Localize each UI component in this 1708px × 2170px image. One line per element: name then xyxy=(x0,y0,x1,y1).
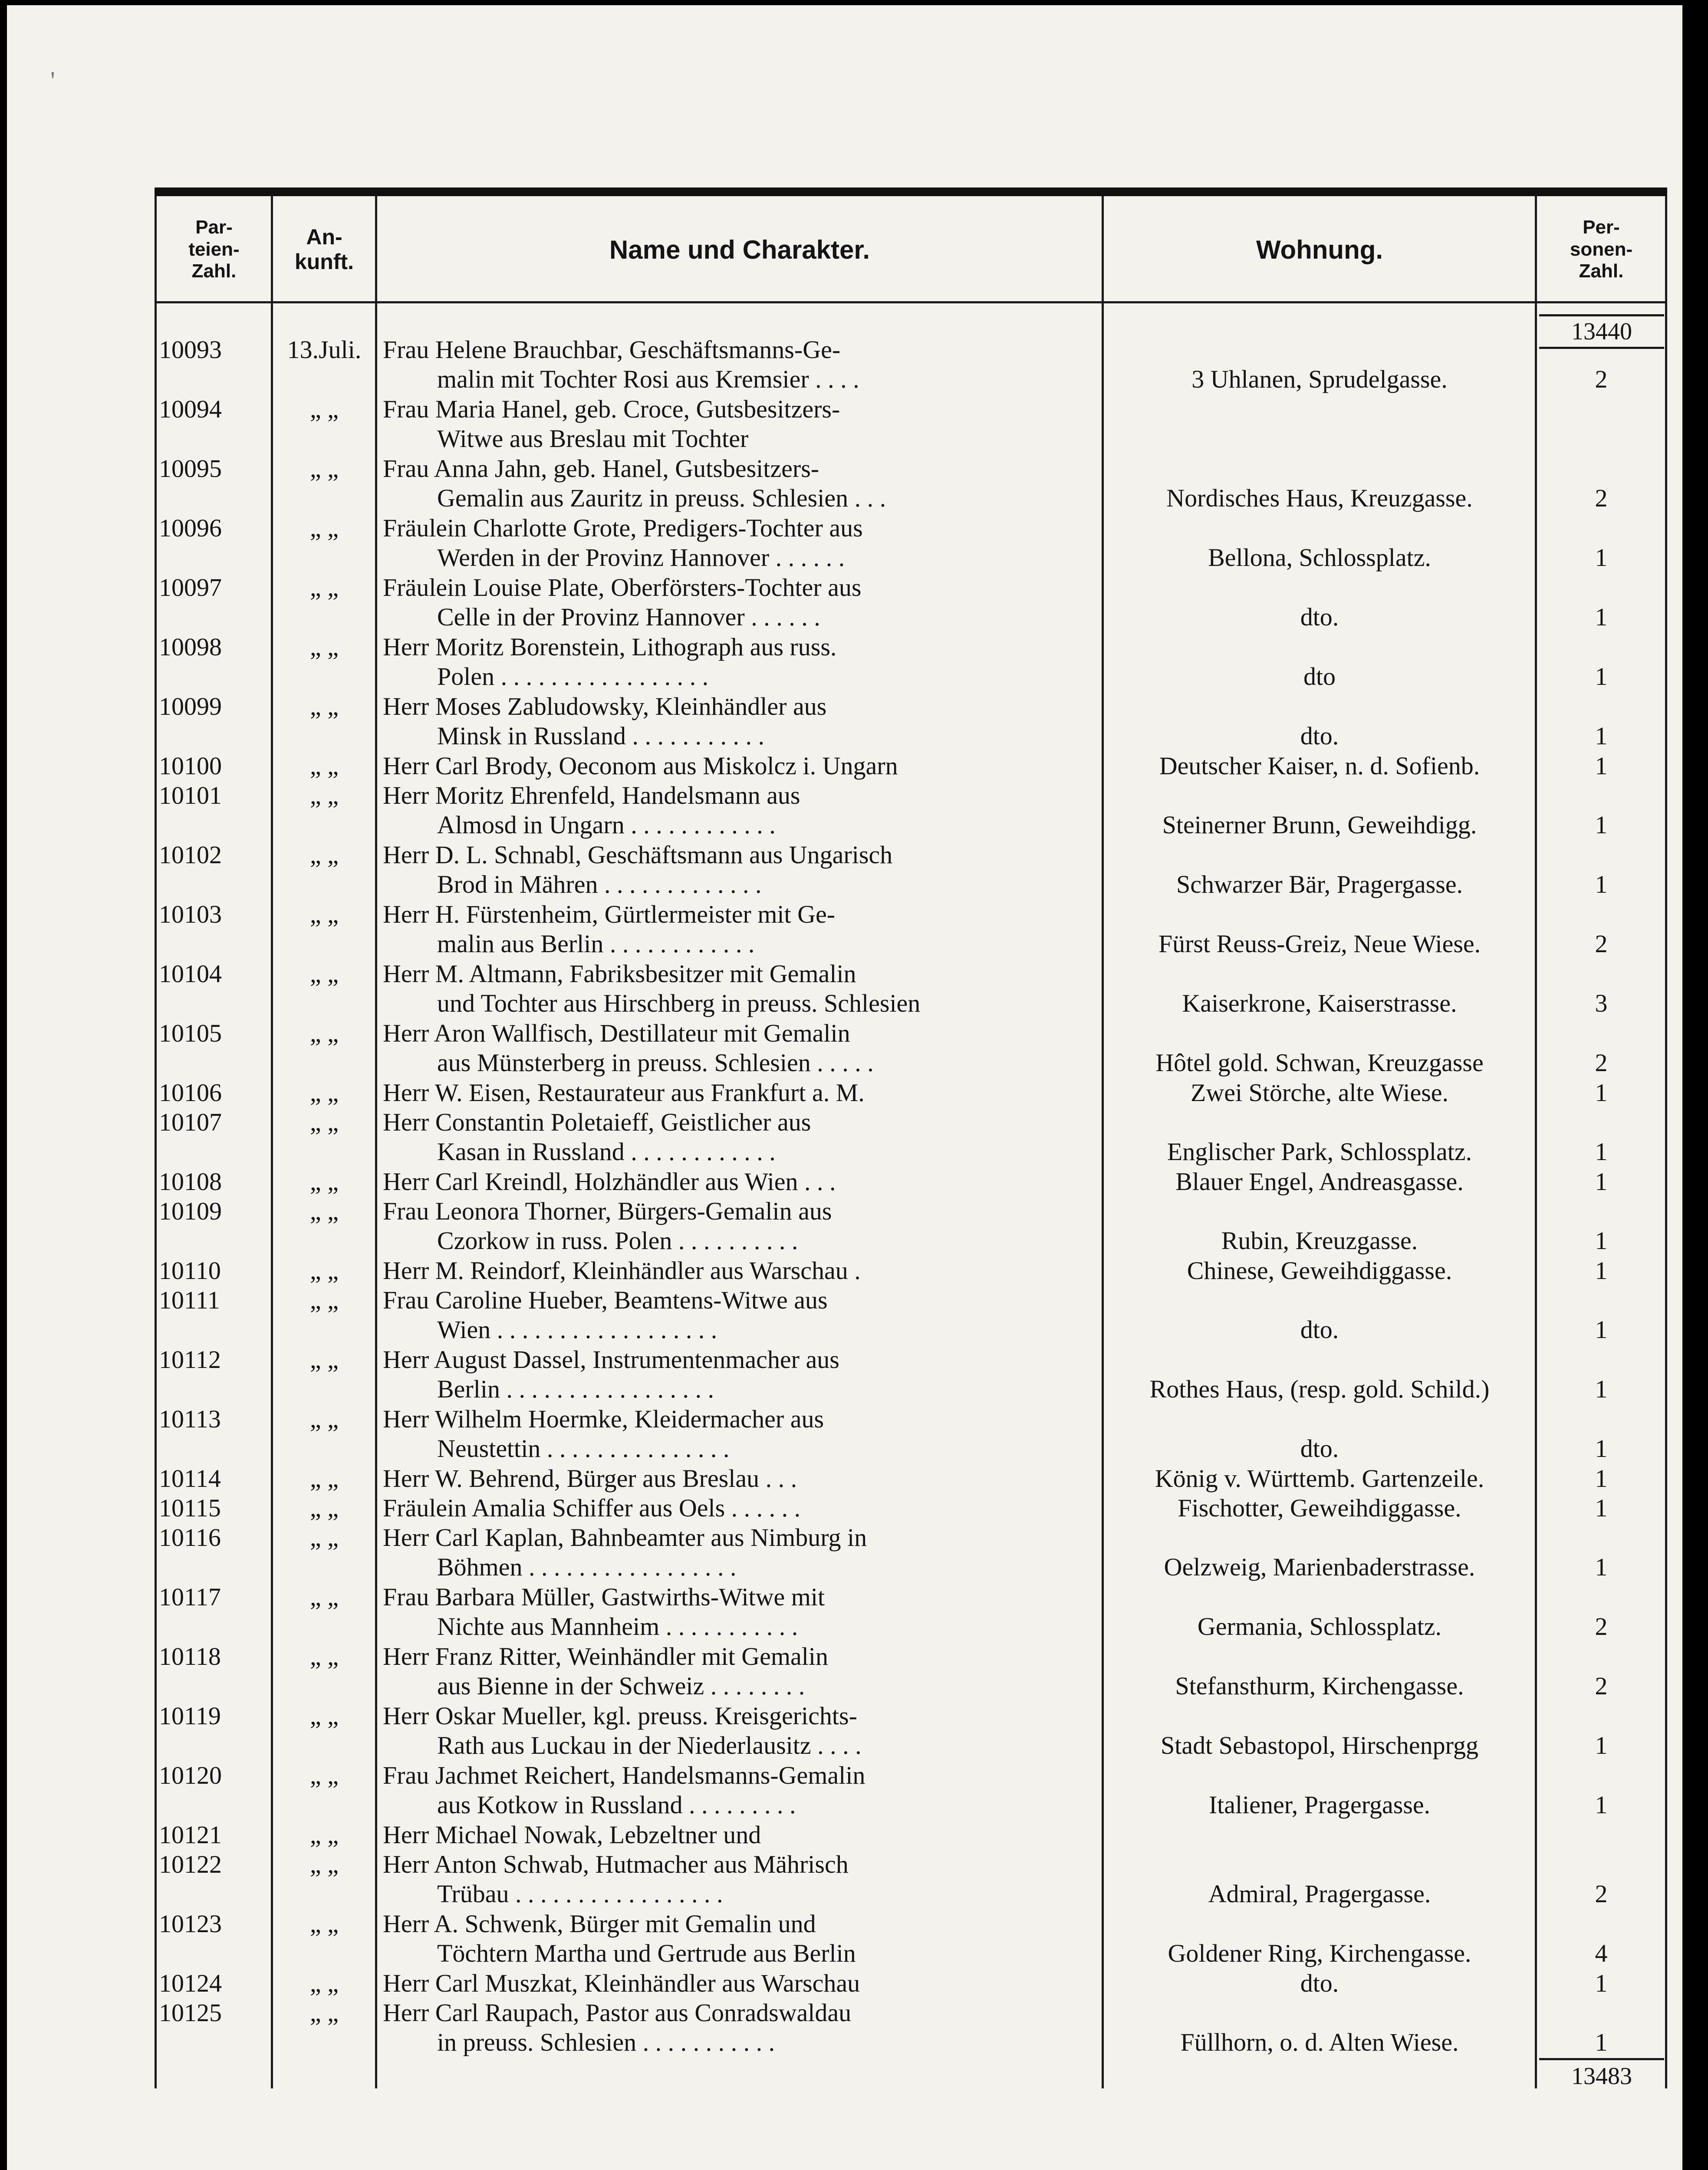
arrival-date: „ „ xyxy=(310,841,339,869)
partei-number: 10114 xyxy=(159,1464,221,1493)
guest-name-and-occupation xyxy=(383,1523,1097,1582)
person-count: 1 xyxy=(1595,1791,1608,1819)
arrival-date: „ „ xyxy=(310,1078,339,1107)
arrival-date: „ „ xyxy=(310,1167,339,1196)
partei-number: 10123 xyxy=(159,1910,222,1938)
partei-number: 10094 xyxy=(159,395,222,423)
table-row xyxy=(155,751,1667,781)
lodging-address: Rubin, Kreuzgasse. xyxy=(1221,1226,1418,1255)
partei-number: 10108 xyxy=(159,1167,222,1196)
guest-name-and-occupation xyxy=(383,1256,1097,1286)
guest-name-and-occupation xyxy=(383,1286,1097,1345)
table-row xyxy=(155,1464,1667,1493)
arrival-date: „ „ xyxy=(310,1761,339,1789)
lodging-address: Zwei Störche, alte Wiese. xyxy=(1190,1078,1449,1107)
partei-number: 10098 xyxy=(159,633,222,661)
guest-name-and-occupation xyxy=(383,751,1097,781)
table-row xyxy=(155,781,1667,840)
guest-name-and-occupation xyxy=(383,781,1097,840)
partei-number: 10096 xyxy=(159,514,222,542)
person-count: 2 xyxy=(1595,1612,1608,1641)
partei-number: 10103 xyxy=(159,900,222,928)
guest-name-and-occupation xyxy=(383,1108,1097,1167)
arrival-date: „ „ xyxy=(310,1969,339,1997)
person-count: 1 xyxy=(1595,1494,1608,1522)
entry-line: Herr Anton Schwab, Hutmacher aus Mährisch xyxy=(383,1850,849,1878)
person-count: 2 xyxy=(1595,1880,1608,1908)
lodging-address: Füllhorn, o. d. Alten Wiese. xyxy=(1180,2028,1459,2056)
arrival-date: „ „ xyxy=(310,692,339,720)
entry-line: Herr Moses Zabludowsky, Kleinhändler aus xyxy=(383,692,827,720)
header-wohnung: Wohnung. xyxy=(1256,235,1383,264)
table-row xyxy=(155,959,1667,1019)
table-row xyxy=(155,840,1667,900)
entry-line: Frau Anna Jahn, geb. Hanel, Gutsbesitzers- xyxy=(383,454,819,483)
entry-line: Rath aus Luckau in der Niederlausitz . . . . xyxy=(437,1731,862,1759)
guest-name-and-occupation xyxy=(383,1820,1097,1850)
entry-line: Herr W. Eisen, Restaurateur aus Frankfurt a. M. xyxy=(383,1078,865,1107)
table-row xyxy=(155,1286,1667,1345)
guest-name-and-occupation xyxy=(383,395,1097,454)
table-row xyxy=(155,1197,1667,1256)
partei-number: 10115 xyxy=(159,1494,221,1522)
person-count: 1 xyxy=(1595,722,1608,750)
lodging-address: Admiral, Pragergasse. xyxy=(1208,1880,1431,1908)
arrival-date: „ „ xyxy=(310,1850,339,1878)
table-row xyxy=(155,1850,1667,1909)
guest-name-and-occupation xyxy=(383,1642,1097,1701)
guest-name-and-occupation xyxy=(383,1019,1097,1078)
partei-number: 10104 xyxy=(159,960,222,988)
partei-number: 10095 xyxy=(159,454,222,483)
entry-line: Herr Carl Brody, Oeconom aus Miskolcz i. Ungarn xyxy=(383,752,898,780)
entry-line: Herr Carl Kaplan, Bahnbeamter aus Nimburg in xyxy=(383,1523,867,1552)
lodging-address: dto. xyxy=(1300,1969,1339,1997)
partei-number: 10107 xyxy=(159,1108,222,1136)
entry-line: und Tochter aus Hirschberg in preuss. Schlesien xyxy=(437,989,921,1017)
table-row xyxy=(155,513,1667,573)
lodging-address: dto xyxy=(1303,662,1336,690)
person-count: 1 xyxy=(1595,1256,1608,1285)
arrival-date: „ „ xyxy=(310,633,339,661)
arrival-date: „ „ xyxy=(310,900,339,928)
lodging-address: Fischotter, Geweihdiggasse. xyxy=(1178,1494,1461,1522)
table-row xyxy=(155,1493,1667,1523)
arrival-date: „ „ xyxy=(310,1523,339,1552)
partei-number: 10105 xyxy=(159,1019,222,1047)
guest-name-and-occupation xyxy=(383,1761,1097,1820)
guest-name-and-occupation xyxy=(383,959,1097,1018)
header-ankunft: An- kunft. xyxy=(294,224,354,274)
guest-name-and-occupation xyxy=(383,1493,1097,1523)
table-row xyxy=(155,1909,1667,1969)
partei-number: 10110 xyxy=(159,1256,221,1285)
person-count: 4 xyxy=(1595,1939,1608,1967)
lodging-address: Germania, Schlossplatz. xyxy=(1197,1612,1442,1641)
register-rows xyxy=(155,335,1667,2058)
person-count: 2 xyxy=(1595,484,1608,512)
person-count: 1 xyxy=(1595,662,1608,690)
entry-line: Herr W. Behrend, Bürger aus Breslau . . . xyxy=(383,1464,797,1493)
table-row xyxy=(155,1582,1667,1642)
person-count: 1 xyxy=(1595,870,1608,898)
entry-line: Werden in der Provinz Hannover . . . . . . xyxy=(437,543,845,572)
partei-number: 10118 xyxy=(159,1642,221,1670)
lodging-address: dto. xyxy=(1300,603,1339,631)
table-top-rule xyxy=(155,187,1667,196)
end-total: 13483 xyxy=(1539,2058,1664,2092)
entry-line: Herr Carl Raupach, Pastor aus Conradswaldau xyxy=(383,1999,852,2027)
entry-line: Herr H. Fürstenheim, Gürtlermeister mit Ge- xyxy=(383,900,836,928)
entry-line: Celle in der Provinz Hannover . . . . . . xyxy=(437,603,820,631)
table-row xyxy=(155,454,1667,513)
entry-line: Fräulein Charlotte Grote, Predigers-Tochter aus xyxy=(383,514,863,542)
arrival-date: „ „ xyxy=(310,454,339,483)
guest-name-and-occupation xyxy=(383,335,1097,394)
partei-number: 10120 xyxy=(159,1761,222,1789)
table-row xyxy=(155,1404,1667,1464)
entry-line: Herr Michael Nowak, Lebzeltner und xyxy=(383,1821,761,1849)
person-count: 1 xyxy=(1595,1226,1608,1255)
partei-number: 10097 xyxy=(159,573,222,602)
table-row xyxy=(155,1019,1667,1078)
arrival-date: „ „ xyxy=(310,1405,339,1433)
table-row xyxy=(155,573,1667,632)
lodging-address: dto. xyxy=(1300,722,1339,750)
lodging-address: Steinerner Brunn, Geweihdigg. xyxy=(1162,811,1477,839)
header-personen-zahl: Per- sonen- Zahl. xyxy=(1570,217,1633,282)
entry-line: Herr M. Altmann, Fabriksbesitzer mit Gemalin xyxy=(383,960,856,988)
partei-number: 10125 xyxy=(159,1999,222,2027)
person-count: 1 xyxy=(1595,1464,1608,1493)
entry-line: Herr M. Reindorf, Kleinhändler aus Warschau . xyxy=(383,1256,861,1285)
header-name-und-charakter: Name und Charakter. xyxy=(609,235,870,264)
arrival-date: „ „ xyxy=(310,1583,339,1611)
partei-number: 10121 xyxy=(159,1821,222,1849)
partei-number: 10111 xyxy=(159,1286,220,1314)
lodging-address: Bellona, Schlossplatz. xyxy=(1208,543,1431,572)
arrival-date: „ „ xyxy=(310,752,339,780)
entry-line: Herr Moritz Ehrenfeld, Handelsmann aus xyxy=(383,781,800,809)
entry-line: Fräulein Amalia Schiffer aus Oels . . . . . . xyxy=(383,1494,801,1522)
entry-line: Herr D. L. Schnabl, Geschäftsmann aus Ungarisch xyxy=(383,841,893,869)
guest-name-and-occupation xyxy=(383,1850,1097,1909)
partei-number: 10116 xyxy=(159,1523,221,1552)
entry-line: Gemalin aus Zauritz in preuss. Schlesien . . . xyxy=(437,484,886,512)
entry-line: Herr Aron Wallfisch, Destillateur mit Gemalin xyxy=(383,1019,850,1047)
partei-number: 10122 xyxy=(159,1850,222,1878)
entry-line: Herr Carl Kreindl, Holzhändler aus Wien . . . xyxy=(383,1167,836,1196)
table-row xyxy=(155,1969,1667,1998)
scan-mark-top-left: ' xyxy=(50,66,55,95)
partei-number: 10119 xyxy=(159,1702,221,1730)
partei-number: 10112 xyxy=(159,1345,221,1374)
table-row xyxy=(155,1642,1667,1701)
lodging-address: Hôtel gold. Schwan, Kreuzgasse xyxy=(1155,1049,1484,1077)
entry-line: Herr Wilhelm Hoermke, Kleidermacher aus xyxy=(383,1405,824,1433)
table-row xyxy=(155,1345,1667,1404)
lodging-address: Schwarzer Bär, Pragergasse. xyxy=(1176,870,1463,898)
guest-name-and-occupation xyxy=(383,632,1097,691)
entry-line: Frau Leonora Thorner, Bürgers-Gemalin aus xyxy=(383,1197,832,1225)
arrival-date: „ „ xyxy=(310,960,339,988)
entry-line: Böhmen . . . . . . . . . . . . . . . . . xyxy=(437,1553,737,1581)
guest-name-and-occupation xyxy=(383,1701,1097,1760)
entry-line: Herr Constantin Poletaieff, Geistlicher aus xyxy=(383,1108,811,1136)
arrival-date: „ „ xyxy=(310,1108,339,1136)
guest-name-and-occupation xyxy=(383,1345,1097,1404)
table-row xyxy=(155,1998,1667,2058)
entry-line: Neustettin . . . . . . . . . . . . . . . xyxy=(437,1434,730,1463)
lodging-address: Blauer Engel, Andreasgasse. xyxy=(1175,1167,1464,1196)
entry-line: Czorkow in russ. Polen . . . . . . . . . . xyxy=(437,1226,798,1255)
guest-register-table xyxy=(155,187,1667,2088)
lodging-address: dto. xyxy=(1300,1434,1339,1463)
guest-name-and-occupation xyxy=(383,1464,1097,1493)
partei-number: 10100 xyxy=(159,752,222,780)
entry-line: aus Bienne in der Schweiz . . . . . . . . xyxy=(437,1672,805,1700)
guest-name-and-occupation xyxy=(383,573,1097,632)
entry-line: Frau Maria Hanel, geb. Croce, Gutsbesitzers- xyxy=(383,395,840,423)
entry-line: Nichte aus Mannheim . . . . . . . . . . . xyxy=(437,1612,798,1641)
entry-line: Kasan in Russland . . . . . . . . . . . . xyxy=(437,1138,776,1166)
person-count: 1 xyxy=(1595,2028,1608,2056)
partei-number: 10113 xyxy=(159,1405,221,1433)
entry-line: Töchtern Martha und Gertrude aus Berlin xyxy=(437,1939,856,1967)
lodging-address: Deutscher Kaiser, n. d. Sofienb. xyxy=(1159,752,1480,780)
guest-name-and-occupation xyxy=(383,840,1097,899)
arrival-date: „ „ xyxy=(310,781,339,809)
entry-line: Herr Oskar Mueller, kgl. preuss. Kreisgerichts- xyxy=(383,1702,857,1730)
arrival-date: „ „ xyxy=(310,1642,339,1670)
arrival-date: „ „ xyxy=(310,395,339,423)
entry-line: Frau Jachmet Reichert, Handelsmanns-Gemalin xyxy=(383,1761,866,1789)
table-row xyxy=(155,335,1667,395)
guest-name-and-occupation xyxy=(383,692,1097,751)
arrival-date: „ „ xyxy=(310,1286,339,1314)
entry-line: Herr Carl Muszkat, Kleinhändler aus Warschau xyxy=(383,1969,860,1997)
arrival-date: „ „ xyxy=(310,1910,339,1938)
arrival-date: „ „ xyxy=(310,1019,339,1047)
entry-line: Brod in Mähren . . . . . . . . . . . . . xyxy=(437,870,762,898)
lodging-address: Italiener, Pragergasse. xyxy=(1208,1791,1431,1819)
table-row xyxy=(155,1108,1667,1167)
person-count: 3 xyxy=(1595,989,1608,1017)
entry-line: malin aus Berlin . . . . . . . . . . . . xyxy=(437,930,755,958)
entry-line: Polen . . . . . . . . . . . . . . . . . xyxy=(437,662,709,690)
entry-line: Herr A. Schwenk, Bürger mit Gemalin und xyxy=(383,1910,816,1938)
person-count: 1 xyxy=(1595,752,1608,780)
entry-line: Berlin . . . . . . . . . . . . . . . . . xyxy=(437,1375,714,1403)
guest-name-and-occupation xyxy=(383,1404,1097,1463)
lodging-address: Chinese, Geweihdiggasse. xyxy=(1187,1256,1452,1285)
entry-line: Frau Barbara Müller, Gastwirths-Witwe mit xyxy=(383,1583,825,1611)
person-count: 2 xyxy=(1595,1672,1608,1700)
header-rule xyxy=(155,301,1667,303)
entry-line: Herr Moritz Borenstein, Lithograph aus russ. xyxy=(383,633,837,661)
person-count: 1 xyxy=(1595,1138,1608,1166)
entry-line: Fräulein Louise Plate, Oberförsters-Tochter aus xyxy=(383,573,862,602)
guest-name-and-occupation xyxy=(383,1969,1097,1998)
partei-number: 10099 xyxy=(159,692,222,720)
entry-line: in preuss. Schlesien . . . . . . . . . . . xyxy=(437,2028,775,2056)
entry-line: Minsk in Russland . . . . . . . . . . . xyxy=(437,722,765,750)
table-row xyxy=(155,1761,1667,1820)
arrival-date: 13.Juli. xyxy=(287,335,362,364)
lodging-address: Kaiserkrone, Kaiserstrasse. xyxy=(1182,989,1457,1017)
arrival-date: „ „ xyxy=(310,1702,339,1730)
partei-number: 10117 xyxy=(159,1583,221,1611)
lodging-address: Goldener Ring, Kirchengasse. xyxy=(1168,1939,1471,1967)
arrival-date: „ „ xyxy=(310,1999,339,2027)
entry-line: Almosd in Ungarn . . . . . . . . . . . . xyxy=(437,811,776,839)
arrival-date: „ „ xyxy=(310,1345,339,1374)
partei-number: 10109 xyxy=(159,1197,222,1225)
entry-line: Herr Franz Ritter, Weinhändler mit Gemalin xyxy=(383,1642,828,1670)
lodging-address: Nordisches Haus, Kreuzgasse. xyxy=(1166,484,1473,512)
arrival-date: „ „ xyxy=(310,573,339,602)
guest-name-and-occupation xyxy=(383,454,1097,513)
person-count: 2 xyxy=(1595,1049,1608,1077)
person-count: 1 xyxy=(1595,1315,1608,1344)
entry-line: aus Münsterberg in preuss. Schlesien . . . . . xyxy=(437,1049,874,1077)
partei-number: 10124 xyxy=(159,1969,222,1997)
table-row xyxy=(155,1167,1667,1197)
arrival-date: „ „ xyxy=(310,1464,339,1493)
guest-name-and-occupation xyxy=(383,513,1097,572)
carried-total: 13440 xyxy=(1539,314,1664,349)
person-count: 1 xyxy=(1595,603,1608,631)
arrival-date: „ „ xyxy=(310,1821,339,1849)
lodging-address: Oelzweig, Marienbaderstrasse. xyxy=(1164,1553,1475,1581)
lodging-address: Rothes Haus, (resp. gold. Schild.) xyxy=(1149,1375,1490,1403)
person-count: 1 xyxy=(1595,1167,1608,1196)
partei-number: 10093 xyxy=(159,335,222,364)
table-row xyxy=(155,1256,1667,1286)
table-row xyxy=(155,900,1667,959)
arrival-date: „ „ xyxy=(310,1494,339,1522)
partei-number: 10101 xyxy=(159,781,222,809)
table-row xyxy=(155,1820,1667,1850)
guest-name-and-occupation xyxy=(383,900,1097,959)
partei-number: 10106 xyxy=(159,1078,222,1107)
person-count: 1 xyxy=(1595,1553,1608,1581)
guest-name-and-occupation xyxy=(383,1167,1097,1197)
person-count: 2 xyxy=(1595,930,1608,958)
arrival-date: „ „ xyxy=(310,1256,339,1285)
lodging-address: Englischer Park, Schlossplatz. xyxy=(1167,1138,1472,1166)
table-row xyxy=(155,1523,1667,1582)
guest-name-and-occupation xyxy=(383,1078,1097,1108)
guest-name-and-occupation xyxy=(383,1197,1097,1256)
guest-name-and-occupation xyxy=(383,1909,1097,1968)
arrival-date: „ „ xyxy=(310,514,339,542)
entry-line: Witwe aus Breslau mit Tochter xyxy=(437,424,749,453)
lodging-address: 3 Uhlanen, Sprudelgasse. xyxy=(1191,365,1448,393)
entry-line: Wien . . . . . . . . . . . . . . . . . . xyxy=(437,1315,717,1344)
partei-number: 10102 xyxy=(159,841,222,869)
lodging-address: dto. xyxy=(1300,1315,1339,1344)
person-count: 1 xyxy=(1595,1731,1608,1759)
table-row xyxy=(155,692,1667,751)
person-count: 1 xyxy=(1595,1375,1608,1403)
lodging-address: Fürst Reuss-Greiz, Neue Wiese. xyxy=(1158,930,1481,958)
entry-line: Trübau . . . . . . . . . . . . . . . . . xyxy=(437,1880,723,1908)
table-row xyxy=(155,632,1667,692)
lodging-address: Stadt Sebastopol, Hirschenprgg xyxy=(1161,1731,1478,1759)
header-partei-zahl: Par- teien- Zahl. xyxy=(188,217,240,282)
lodging-address: König v. Württemb. Gartenzeile. xyxy=(1155,1464,1484,1493)
person-count: 1 xyxy=(1595,543,1608,572)
table-row xyxy=(155,1078,1667,1108)
arrival-date: „ „ xyxy=(310,1197,339,1225)
entry-line: malin mit Tochter Rosi aus Kremsier . . . . xyxy=(437,365,859,393)
entry-line: Frau Caroline Hueber, Beamtens-Witwe aus xyxy=(383,1286,828,1314)
guest-name-and-occupation xyxy=(383,1998,1097,2057)
person-count: 2 xyxy=(1595,365,1608,393)
document-page xyxy=(7,5,1682,2170)
person-count: 1 xyxy=(1595,1969,1608,1997)
table-row xyxy=(155,395,1667,454)
lodging-address: Stefansthurm, Kirchengasse. xyxy=(1175,1672,1464,1700)
entry-line: aus Kotkow in Russland . . . . . . . . . xyxy=(437,1791,796,1819)
person-count: 1 xyxy=(1595,811,1608,839)
table-row xyxy=(155,1701,1667,1761)
entry-line: Frau Helene Brauchbar, Geschäftsmanns-Ge- xyxy=(383,335,841,364)
guest-name-and-occupation xyxy=(383,1582,1097,1641)
person-count: 1 xyxy=(1595,1078,1608,1107)
person-count: 1 xyxy=(1595,1434,1608,1463)
entry-line: Herr August Dassel, Instrumentenmacher aus xyxy=(383,1345,839,1374)
